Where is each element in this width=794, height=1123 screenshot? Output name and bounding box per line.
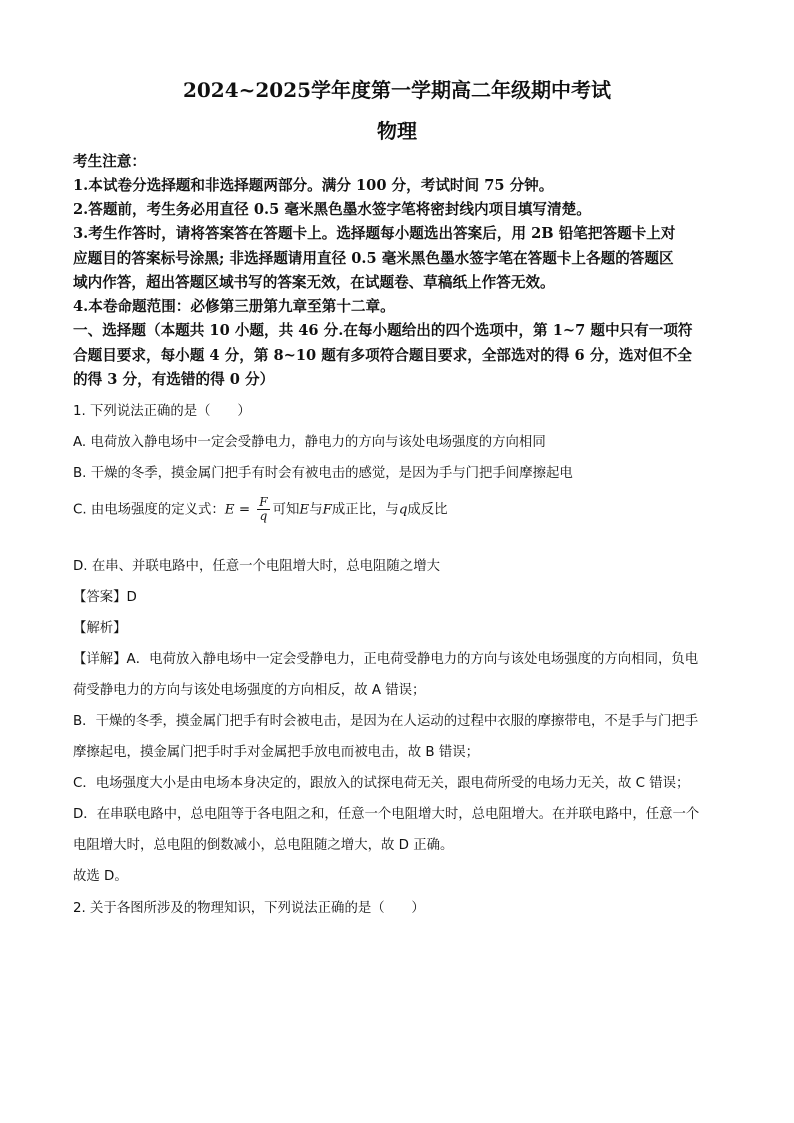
option-c-text-4: 成反比 (407, 502, 448, 518)
notice-line-3a: 3.考生作答时，请将答案答在答题卡上。选择题每小题选出答案后，用 2B 铅笔把答题卡上对 (73, 225, 676, 242)
notice-heading: 考生注意： (73, 153, 146, 170)
detail-line-5: C．电场强度大小是由电场本身决定的，跟放入的试探电荷无关，跟电荷所受的电场力无关，故 C 错误； (73, 776, 690, 791)
exam-title: 2024~2025学年度第一学期高二年级期中考试 (182, 78, 612, 102)
notice-line-3c: 域内作答，超出答题区域书写的答案无效，在试题卷、草稿纸上作答无效。 (73, 274, 555, 291)
detail-line-1: 【详解】A．电荷放入静电场中一定会受静电力，正电荷受静电力的方向与该处电场强度的方向相同，负电 (73, 652, 699, 667)
detail-line-7: 电阻增大时，总电阻的倒数减小，总电阻随之增大，故 D 正确。 (73, 838, 454, 853)
formula-fraction (257, 496, 269, 523)
analysis-label: 【解析】 (73, 621, 127, 636)
detail-line-3: B．干燥的冬季，摸金属门把手有时会被电击，是因为在人运动的过程中衣服的摩擦带电，不是手与门把手 (73, 714, 699, 729)
option-c-text-1: 可知 (272, 502, 300, 518)
question-2-stem: 2. 关于各图所涉及的物理知识，下列说法正确的是（ ） (73, 901, 425, 916)
symbol-f: F (322, 502, 332, 518)
detail-line-4: 摩擦起电，摸金属门把手时手对金属把手放电而被电击，故 B 错误； (73, 745, 480, 760)
notice-line-4: 4.本卷命题范围：必修第三册第九章至第十二章。 (73, 298, 395, 315)
answer-label: 【答案】D (73, 590, 137, 605)
option-c-text-2: 与 (309, 502, 323, 518)
subject-title: 物理 (377, 119, 417, 143)
question-1-option-d: D. 在串、并联电路中，任意一个电阻增大时，总电阻随之增大 (73, 559, 440, 574)
notice-line-3b: 应题目的答案标号涂黑; 非选择题请用直径 0.5 毫米黑色墨水签字笔在答题卡上各题的答题区 (73, 250, 674, 267)
formula-equals: = (234, 502, 255, 518)
fraction-numerator: F (259, 495, 268, 509)
symbol-q: q (398, 502, 408, 518)
question-1-option-a: A. 电荷放入静电场中一定会受静电力，静电力的方向与该处电场强度的方向相同 (73, 435, 546, 450)
symbol-e: E (299, 502, 310, 518)
question-1-option-b: B. 干燥的冬季，摸金属门把手有时会有被电击的感觉，是因为手与门把手间摩擦起电 (73, 466, 573, 481)
option-c-text-3: 成正比，与 (331, 502, 399, 518)
fraction-denominator: q (259, 509, 268, 523)
detail-line-2: 荷受静电力的方向与该处电场强度的方向相反，故 A 错误； (73, 683, 426, 698)
notice-line-2: 2.答题前，考生务必用直径 0.5 毫米黑色墨水签字笔将密封线内项目填写清楚。 (73, 201, 591, 218)
question-1-stem: 1. 下列说法正确的是（ ） (73, 404, 251, 419)
formula-e: E (224, 502, 235, 518)
question-1-option-c (73, 496, 733, 523)
section-heading-line-2: 合题目要求，每小题 4 分，第 8~10 题有多项符合题目要求，全部选对的得 6 分，选对但不全 (73, 347, 692, 364)
choose-line: 故选 D。 (73, 869, 128, 884)
detail-line-6: D．在串联电路中，总电阻等于各电阻之和，任意一个电阻增大时，总电阻增大。在并联电路中，任意一个 (73, 807, 700, 822)
option-c-prefix: C. 由电场强度的定义式： (73, 502, 225, 518)
section-heading-line-1: 一、选择题（本题共 10 小题，共 46 分.在每小题给出的四个选项中，第 1~7 题中只有一项符 (73, 322, 693, 339)
notice-line-1: 1.本试卷分选择题和非选择题两部分。满分 100 分，考试时间 75 分钟。 (73, 177, 554, 194)
section-heading-line-3: 的得 3 分，有选错的得 0 分） (73, 371, 275, 388)
